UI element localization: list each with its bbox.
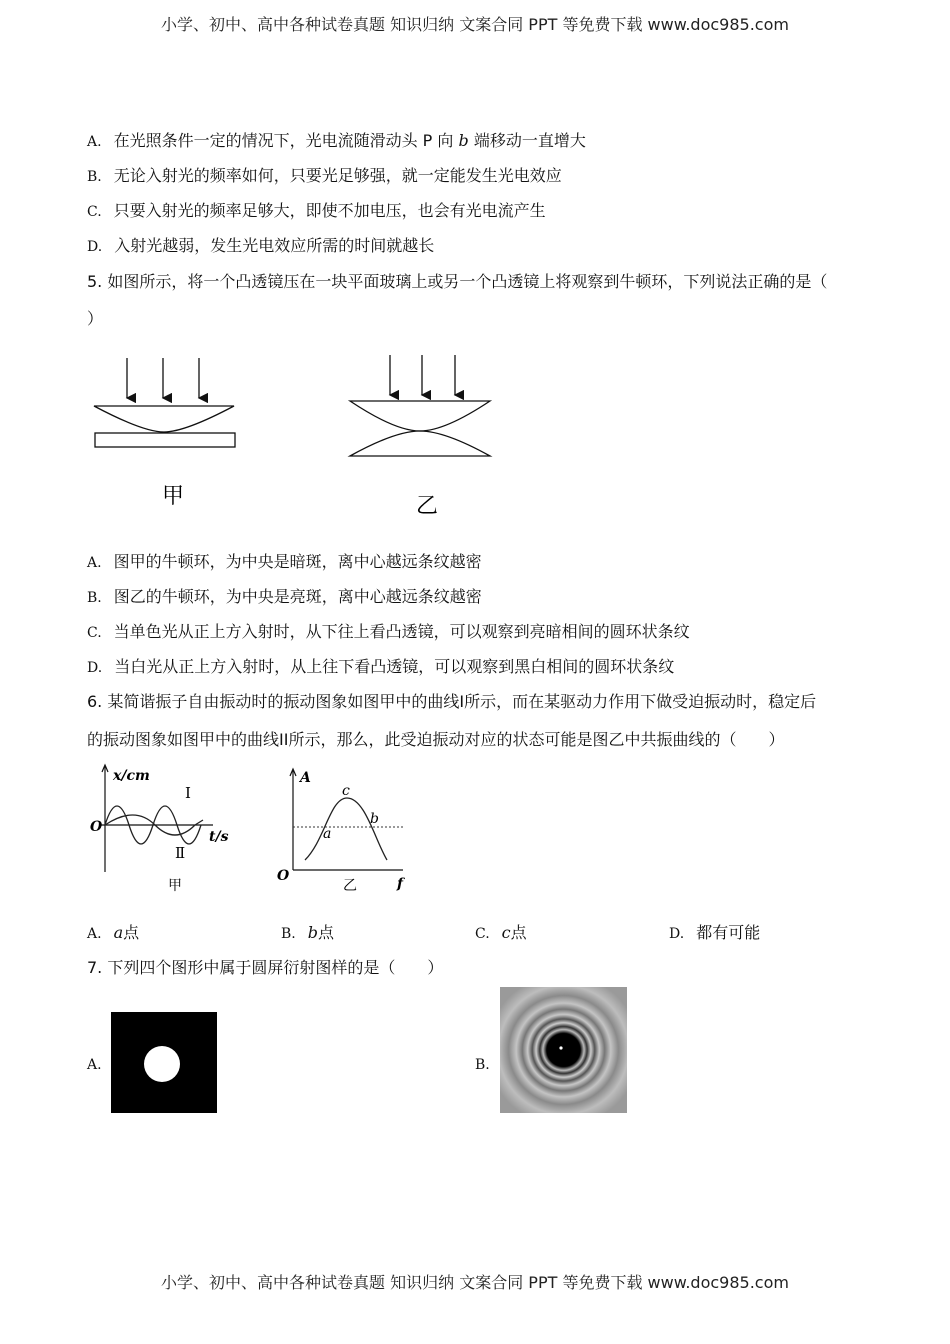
q7-option-a-image[interactable]: [111, 1012, 217, 1113]
option-letter: D.: [87, 660, 103, 676]
q6-option-a[interactable]: [87, 920, 139, 943]
option-text-post: 端移动一直增大: [468, 131, 586, 150]
option-letter: B.: [87, 590, 102, 606]
figure-jia: [94, 358, 235, 509]
vibration-graph-jia: [90, 765, 229, 894]
option-letter: C.: [475, 926, 490, 942]
option-text: 都有可能: [696, 923, 761, 942]
figure-label-jia: 甲: [161, 484, 185, 509]
option-letter: D.: [87, 239, 103, 255]
option-letter: A.: [87, 555, 102, 571]
q5-option-c[interactable]: [87, 619, 690, 642]
option-letter: D.: [669, 926, 685, 942]
option-letter: C.: [87, 625, 102, 641]
option-text: 当单色光从正上方入射时，从下往上看凸透镜，可以观察到亮暗相间的圆环状条纹: [113, 622, 690, 641]
q7-option-b-label[interactable]: [475, 1054, 502, 1073]
page-header: 小学、初中、高中各种试卷真题 知识归纳 文案合同 PPT 等免费下载 www.doc985.com: [161, 15, 789, 34]
option-var: a: [113, 923, 124, 942]
curve-ii-label: Ⅱ: [175, 844, 186, 862]
option-text: 图乙的牛顿环，为中央是亮斑，离中心越远条纹越密: [113, 587, 482, 606]
q4-option-b[interactable]: [87, 163, 562, 186]
option-var: b: [458, 131, 469, 150]
resonance-curve: [305, 798, 387, 860]
q5-option-b[interactable]: [87, 584, 482, 607]
point-c-label: c: [342, 783, 350, 799]
option-var: b: [307, 923, 318, 942]
option-var: c: [501, 923, 511, 942]
q4-option-d[interactable]: [87, 233, 434, 256]
q6-stem-line2: 的振动图象如图甲中的曲线II所示，那么，此受迫振动对应的状态可能是图乙中共振曲线的（ ）: [87, 730, 785, 749]
option-text: 入射光越弱，发生光电效应所需的时间就越长: [114, 236, 435, 255]
option-letter: B.: [475, 1057, 490, 1073]
option-text-pre: 在光照条件一定的情况下，光电流随滑动头 P 向: [113, 131, 459, 150]
option-letter: B.: [281, 926, 296, 942]
q6-stem-line1: 6. 某简谐振子自由振动时的振动图象如图甲中的曲线I所示，而在某驱动力作用下做受迫振动时，稳定后: [87, 692, 817, 711]
q6-option-c[interactable]: [475, 920, 527, 943]
convex-lens: [94, 406, 234, 432]
page-footer: 小学、初中、高中各种试卷真题 知识归纳 文案合同 PPT 等免费下载 www.doc985.com: [161, 1273, 789, 1292]
figure-label-yi: 乙: [415, 494, 439, 519]
resonance-graph-yi: [277, 769, 406, 894]
q7-option-b-image[interactable]: [500, 987, 627, 1113]
poisson-spot: [559, 1046, 562, 1049]
option-text: 点: [123, 923, 140, 942]
q4-option-c[interactable]: [87, 198, 546, 221]
amplitude-label: A: [300, 770, 311, 786]
option-text: 图甲的牛顿环，为中央是暗斑，离中心越远条纹越密: [113, 552, 482, 571]
option-letter: B.: [87, 169, 102, 185]
option-text: 点: [510, 923, 527, 942]
q5-option-d[interactable]: [87, 654, 674, 677]
option-text: 无论入射光的频率如何，只要光足够强，就一定能发生光电效应: [113, 166, 562, 185]
q5-stem-line2: ）: [87, 309, 104, 328]
q5-stem-line1: 5. 如图所示，将一个凸透镜压在一块平面玻璃上或另一个凸透镜上将观察到牛顿环，下列说法正确的是（: [87, 272, 828, 291]
option-letter: A.: [87, 134, 102, 150]
newton-rings-figure: [85, 350, 515, 530]
lower-convex-lens: [350, 431, 490, 456]
figure-yi: [350, 355, 490, 519]
option-letter: A.: [87, 926, 102, 942]
bright-disk: [144, 1046, 180, 1082]
q6-option-d[interactable]: [669, 920, 760, 943]
option-text: 只要入射光的频率足够大，即使不加电压，也会有光电流产生: [113, 201, 546, 220]
option-text: 点: [318, 923, 335, 942]
q7-option-a-label[interactable]: [87, 1054, 114, 1073]
q6-option-b[interactable]: [281, 920, 334, 943]
vibration-figures: [85, 760, 420, 900]
option-letter: A.: [87, 1057, 102, 1073]
origin-label: O: [277, 868, 290, 884]
x-axis-label: t/s: [209, 829, 229, 845]
caption-yi: 乙: [343, 878, 357, 894]
q4-option-a[interactable]: [87, 128, 586, 151]
caption-jia: 甲: [168, 878, 182, 894]
upper-convex-lens: [350, 401, 490, 431]
frequency-label: f: [397, 876, 404, 892]
q5-option-a[interactable]: [87, 549, 482, 572]
q7-stem: 7. 下列四个图形中属于圆屏衍射图样的是（ ）: [87, 958, 444, 977]
point-b-label: b: [370, 811, 379, 827]
y-axis-label: x/cm: [113, 768, 150, 784]
point-a-label: a: [323, 826, 332, 842]
option-text: 当白光从正上方入射时，从上往下看凸透镜，可以观察到黑白相间的圆环状条纹: [114, 657, 675, 676]
curve-i-label: I: [185, 784, 191, 802]
option-letter: C.: [87, 204, 102, 220]
glass-plate: [95, 433, 235, 447]
origin-label: O: [90, 819, 103, 835]
